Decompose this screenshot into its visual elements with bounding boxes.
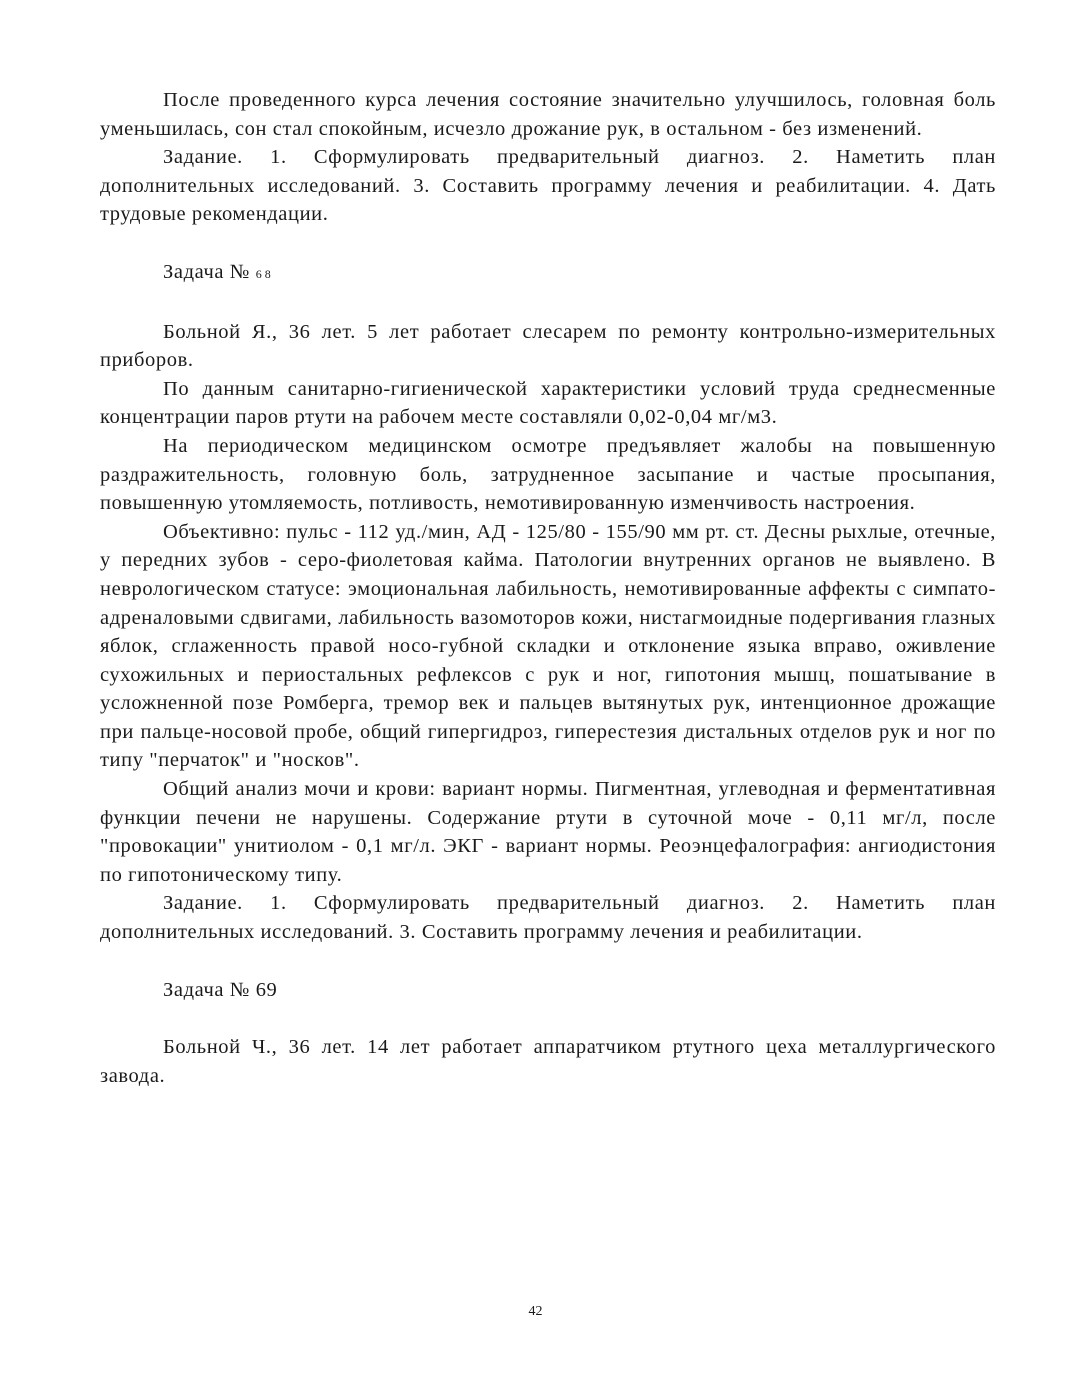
spacer — [100, 947, 996, 976]
page-number: 42 — [528, 1304, 543, 1319]
spacer — [100, 1004, 996, 1033]
problem-68-paragraph-complaints: На периодическом медицинском осмотре предъявляет жалобы на повышенную раздражительность, головную боль, затрудненное засыпание и частые просыпания, повышенную утомляемость, потливость, немотивированную изменчивость настроения. — [100, 434, 996, 515]
problem-68-paragraph-task: Задание. 1. Сформулировать предварительный диагноз. 2. Наметить план дополнительных исследований. 3. Составить программу лечения и реабилитации. — [100, 892, 996, 944]
problem-68-paragraph-patient: Больной Я., 36 лет. 5 лет работает слесарем по ремонту контрольно-измерительных приборов. — [100, 320, 996, 372]
problem-69-paragraph-patient: Больной Ч., 36 лет. 14 лет работает аппаратчиком ртутного цеха металлургического завода. — [100, 1036, 996, 1087]
problem-68-paragraph-lab: Общий анализ мочи и крови: вариант нормы. Пигментная, углеводная и ферментативная функции печени не нарушены. Содержание ртути в суточной моче - 0,11 мг/л, после "провокации" унитиолом - 0,1 мг/л. ЭКГ - вариант нормы. Реоэнцефалография: ангиодистония по гипотоническому типу. — [100, 778, 996, 886]
spacer — [100, 229, 996, 258]
spacer — [100, 289, 996, 318]
problem-68-heading-prefix: Задача № — [163, 260, 250, 283]
problem-68-heading-number: 68 — [255, 266, 274, 281]
document-page — [100, 86, 996, 1090]
task-paragraph: Задание. 1. Сформулировать предварительный диагноз. 2. Наметить план дополнительных исследований. 3. Составить программу лечения и реабилитации. 4. Дать трудовые рекомендации. — [100, 146, 996, 226]
problem-69-heading: Задача № 69 — [163, 978, 278, 1001]
intro-paragraph: После проведенного курса лечения состояние значительно улучшилось, головная боль уменьшилась, сон стал спокойным, исчезло дрожание рук, в остальном - без изменений. — [100, 89, 996, 140]
problem-68-paragraph-conditions: По данным санитарно-гигиенической характеристики условий труда среднесменные концентрации паров ртути на рабочем месте составляли 0,02-0,04 мг/м3. — [100, 377, 996, 429]
problem-68-paragraph-objective: Объективно: пульс - 112 уд./мин, АД - 125/80 - 155/90 мм рт. ст. Десны рыхлые, отечные, у передних зубов - серо-фиолетовая кайма. Патологии внутренних органов не выявлено. В неврологическом статусе: эмоциональная лабильность, немотивированные аффекты с симпато-адреналовыми сдвигами, лабильность вазомоторов кожи, нистагмоидные подергивания глазных яблок, сглаженность правой носо-губной складки и отклонение языка вправо, оживление сухожильных и периостальных рефлексов с рук и ног, гипотония мышц, пошатывание в усложненной позе Ромберга, тремор век и пальцев вытянутых рук, интенционное дрожащие при пальце-носовой пробе, общий гипергидроз, гиперестезия дистальных отделов рук и ног по типу "перчаток" и "носков". — [100, 520, 996, 772]
problem-68-heading — [100, 258, 996, 289]
